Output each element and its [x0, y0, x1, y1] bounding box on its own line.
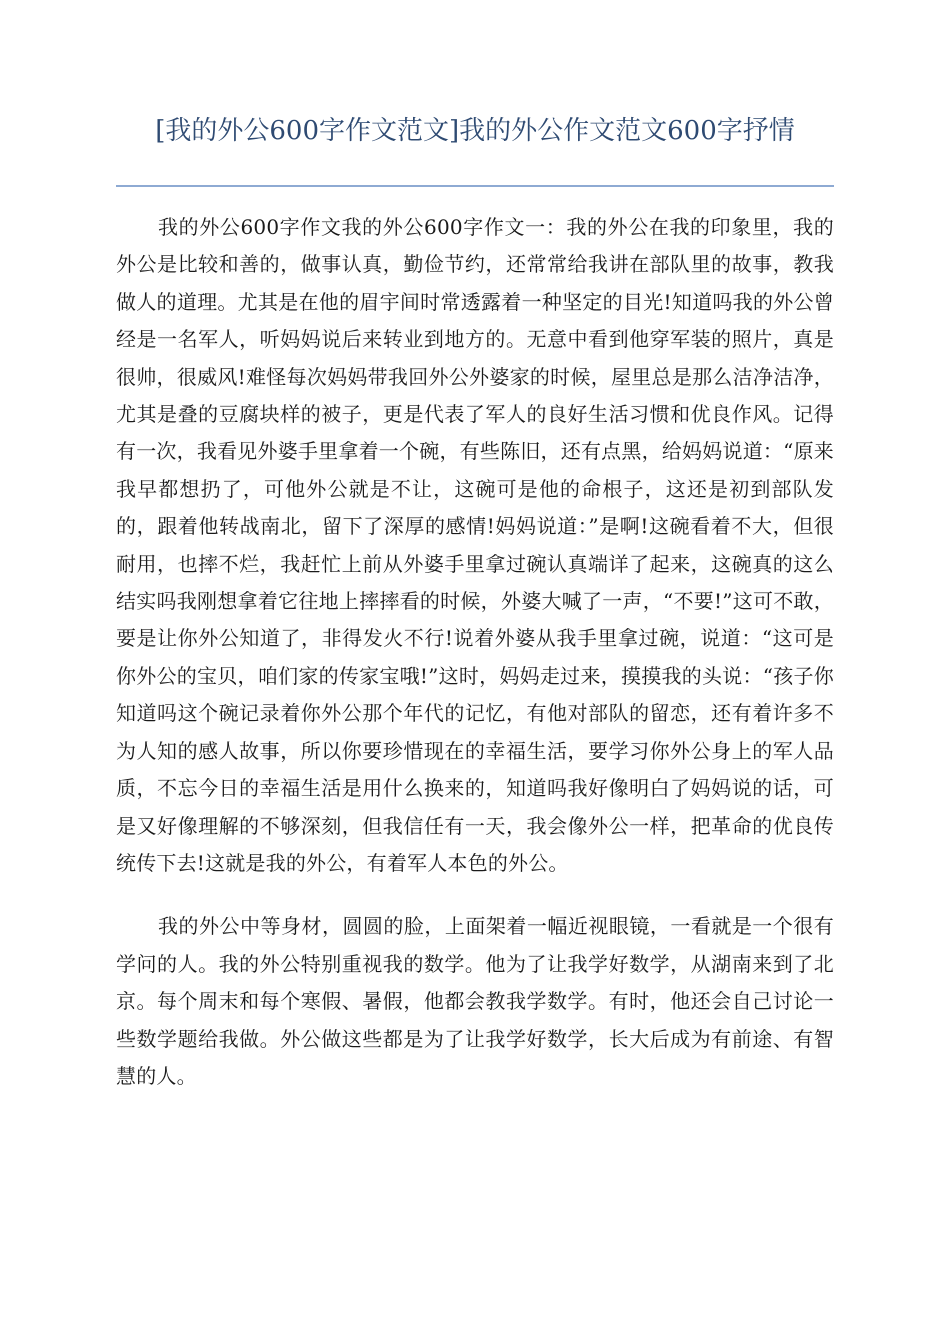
- document-body: [116, 209, 834, 1121]
- document-title: [我的外公600字作文范文]我的外公作文范文600字抒情: [155, 116, 795, 146]
- paragraph: 我的外公600字作文我的外公600字作文一：我的外公在我的印象里，我的外公是比较和善的，做事认真，勤俭节约，还常常给我讲在部队里的故事，教我做人的道理。尤其是在他的眉宇间时常透露着一种坚定的目光!知道吗我的外公曾经是一名军人，听妈妈说后来转业到地方的。无意中看到他穿军装的照片，真是很帅，很威风!难怪每次妈妈带我回外公外婆家的时候，屋里总是那么洁净洁净，尤其是叠的豆腐块样的被子，更是代表了军人的良好生活习惯和优良作风。记得有一次，我看见外婆手里拿着一个碗，有些陈旧，还有点黑，给妈妈说道：“原来我早都想扔了，可他外公就是不让，这碗可是他的命根子，这还是初到部队发的，跟着他转战南北，留下了深厚的感情!妈妈说道：”是啊!这碗看着不大，但很耐用，也摔不烂，我赶忙上前从外婆手里拿过碗认真端详了起来，这碗真的这么结实吗我刚想拿着它往地上摔摔看的时候，外婆大喊了一声，“不要!”这可不敢，要是让你外公知道了，非得发火不行!说着外婆从我手里拿过碗，说道：“这可是你外公的宝贝，咱们家的传家宝哦!”这时，妈妈走过来，摸摸我的头说：“孩子你知道吗这个碗记录着你外公那个年代的记忆，有他对部队的留恋，还有着许多不为人知的感人故事，所以你要珍惜现在的幸福生活，要学习你外公身上的军人品质，不忘今日的幸福生活是用什么换来的，知道吗我好像明白了妈妈说的话，可是又好像理解的不够深刻，但我信任有一天，我会像外公一样，把革命的优良传统传下去!这就是我的外公，有着军人本色的外公。: [116, 215, 834, 875]
- paragraph: 我的外公中等身材，圆圆的脸，上面架着一幅近视眼镜，一看就是一个很有学问的人。我的外公特别重视我的数学。他为了让我学好数学，从湖南来到了北京。每个周末和每个寒假、暑假，他都会教我学数学。有时，他还会自己讨论一些数学题给我做。外公做这些都是为了让我学好数学，长大后成为有前途、有智慧的人。: [116, 914, 834, 1088]
- title-underline: [116, 185, 834, 187]
